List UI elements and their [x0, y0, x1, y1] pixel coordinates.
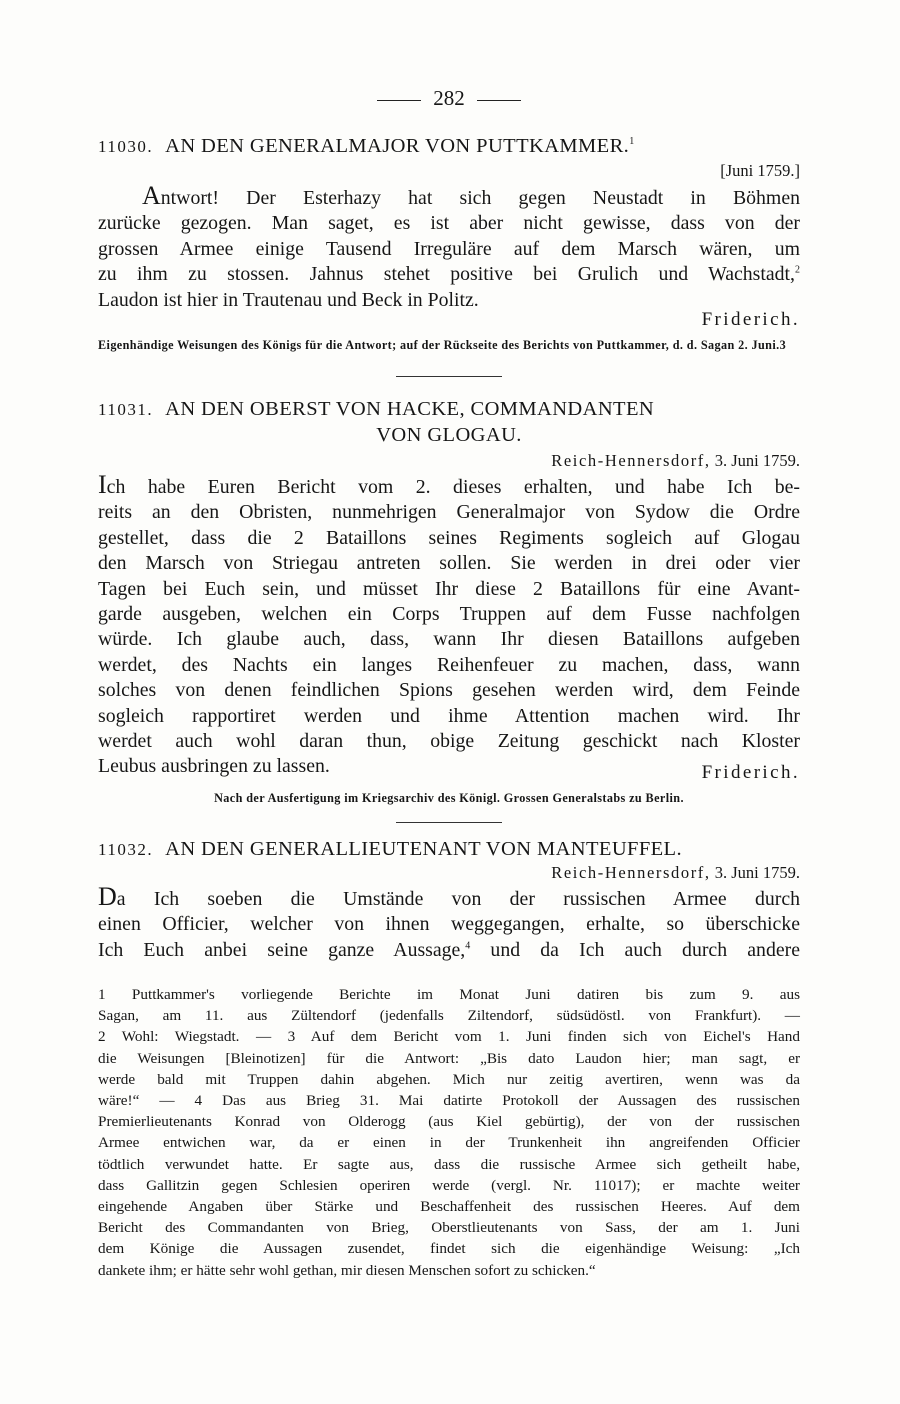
letter-11031-heading: [98, 396, 800, 423]
book-page: [98, 0, 800, 1404]
footnote-line: dass Gallitzin gegen Schlesien operiren werde (vergl. Nr. 11017); er machte weiter: [98, 1176, 800, 1194]
letter-11030-heading: [98, 133, 800, 160]
letter-number: 11031.: [98, 400, 154, 419]
footnote-line: eingehende Angaben über Stärke und Beschaffenheit des russischen Heeres. Auf dem: [98, 1198, 800, 1216]
footnote-ref: 2: [795, 264, 800, 276]
divider-rule: [396, 376, 502, 377]
footnote-line: dem Könige die Aussagen zusendet, findet sich die eigenhändige Weisung: „Ich: [98, 1240, 800, 1258]
letter-11032-heading: [98, 836, 800, 863]
dash-right: [477, 100, 521, 101]
letter-11031-source: Nach der Ausfertigung im Kriegsarchiv des Königl. Grossen Generalstabs zu Berlin.: [214, 791, 684, 805]
footnote-ref: 4: [465, 940, 471, 952]
letter-number: 11032.: [98, 840, 154, 859]
footnote-line: Armee entwichen war, da er einen in der Trunkenheit ihn angreifenden Officier: [98, 1134, 800, 1152]
footnotes: [98, 984, 800, 1281]
letter-title: AN DEN OBERST VON HACKE, COMMANDANTEN: [165, 398, 655, 420]
footnote-line: dankete ihm; er hätte sehr wohl gethan, mir diesen Menschen sofort zu schicken.“: [98, 1261, 596, 1279]
letter-number: 11030.: [98, 137, 154, 156]
letter-11030-body: Antwort! Der Esterhazy hat sich gegen Neustadt in Böhmen zurücke gezogen. Man saget, es ist aber nicht gewisse, dass von der grossen Armee einige Tausend Irreguläre auf dem Marsch wären, um zu ihm zu stossen. Jahnus stehet positive bei Grulich und Wachstadt,$^2$ Laudon ist hier in Trautenau und Beck in Politz.: [98, 181, 800, 311]
page-number: 282: [98, 86, 800, 111]
letter-title: AN DEN GENERALLIEUTENANT VON MANTEUFFEL.: [165, 838, 683, 860]
letter-11031-heading-line2: VON GLOGAU.: [376, 424, 522, 446]
footnote-line: wäre!“ — 4 Das aus Brieg 31. Mai datirte Protokoll der Aussagen des russischen: [98, 1092, 800, 1110]
initial-letter: D: [98, 882, 117, 911]
footnote-line: Bericht des Commandanten von Brieg, Oberstlieutenants von Sass, der am 1. Juni: [98, 1219, 800, 1237]
footnote-line: tödtlich verwundet hatte. Er sagte aus, dass die russische Armee sich getheilt habe,: [98, 1155, 800, 1173]
footnote-line: Sagan, am 11. aus Zültendorf (jedenfalls Ziltendorf, südsüdöstl. von Frankfurt). —: [98, 1007, 800, 1025]
letter-11031-signature: Friderich.: [701, 762, 800, 783]
letter-title: AN DEN GENERALMAJOR VON PUTTKAMMER.: [165, 135, 630, 157]
footnote-ref: 1: [629, 136, 635, 148]
footnote-line: 1 Puttkammer's vorliegende Berichte im Monat Juni datiren bis zum 9. aus: [98, 986, 800, 1003]
initial-letter: I: [98, 470, 107, 499]
footnote-line: die Weisungen [Bleinotizen] für die Antwort: „Bis dato Laudon hier; man sagt, er: [98, 1049, 800, 1067]
footnote-line: Premierlieutenants Konrad von Olderogg (aus Kiel gebürtig), der von der russischen: [98, 1113, 800, 1131]
letter-11030-date: [Juni 1759.]: [720, 161, 800, 180]
letter-11030-signature: Friderich.: [701, 309, 800, 330]
letter-11032-body: Da Ich soeben die Umstände von der russischen Armee durch einen Officier, welcher von ihnen weggegangen, erhalte, so überschicke Ich Euch anbei seine ganze Aussage,$^4$ und da Ich auch durch andere: [98, 882, 800, 961]
letter-11030-source: Eigenhändige Weisungen des Königs für die Antwort; auf der Rückseite des Berichts von Puttkammer, d. d. Sagan 2. Juni.3: [98, 338, 787, 352]
dash-left: [377, 100, 421, 101]
divider-rule: [396, 822, 502, 823]
letter-11032-place-date: Reich-Hennersdorf, 3. Juni 1759.: [551, 863, 800, 882]
footnote-line: werde bald mit Truppen dahin abgehen. Mich nur zeitig avertiren, wenn was da: [98, 1070, 800, 1088]
initial-letter: A: [142, 181, 161, 210]
footnote-line: 2 Wohl: Wiegstadt. — 3 Auf dem Bericht vom 1. Juni finden sich von Eichel's Hand: [98, 1028, 800, 1046]
letter-11031-place-date: Reich-Hennersdorf, 3. Juni 1759.: [551, 451, 800, 470]
letter-11031-body: Ich habe Euren Bericht vom 2. dieses erhalten, und habe Ich be- reits an den Obristen, nunmehrigen Generalmajor von Sydow die Ordre gestellet, dass die 2 Bataillons seines Regiments sogleich auf Glogau den Marsch von Striegau antreten sollen. Sie werden in drei oder vier Tagen bei Euch sein, und müsset Ihr diese 2 Bataillons für eine Avant- garde ausgeben, welchen ein Corps Truppen auf dem Fusse nachfolgen würde. Ich glaube auch, dass, wann Ihr diesen Bataillons aufgeben werdet, des Nachts ein langes Reihenfeuer zu machen, dass, wann solches von denen feindlichen Spions gesehen werden wird, dem Feinde sogleich rapportiret werden und ihme Attention machen wird. Ihr werdet auch wohl daran thun, obige Zeitung geschickt nach Kloster Leubus ausbringen zu lassen.: [98, 470, 800, 778]
